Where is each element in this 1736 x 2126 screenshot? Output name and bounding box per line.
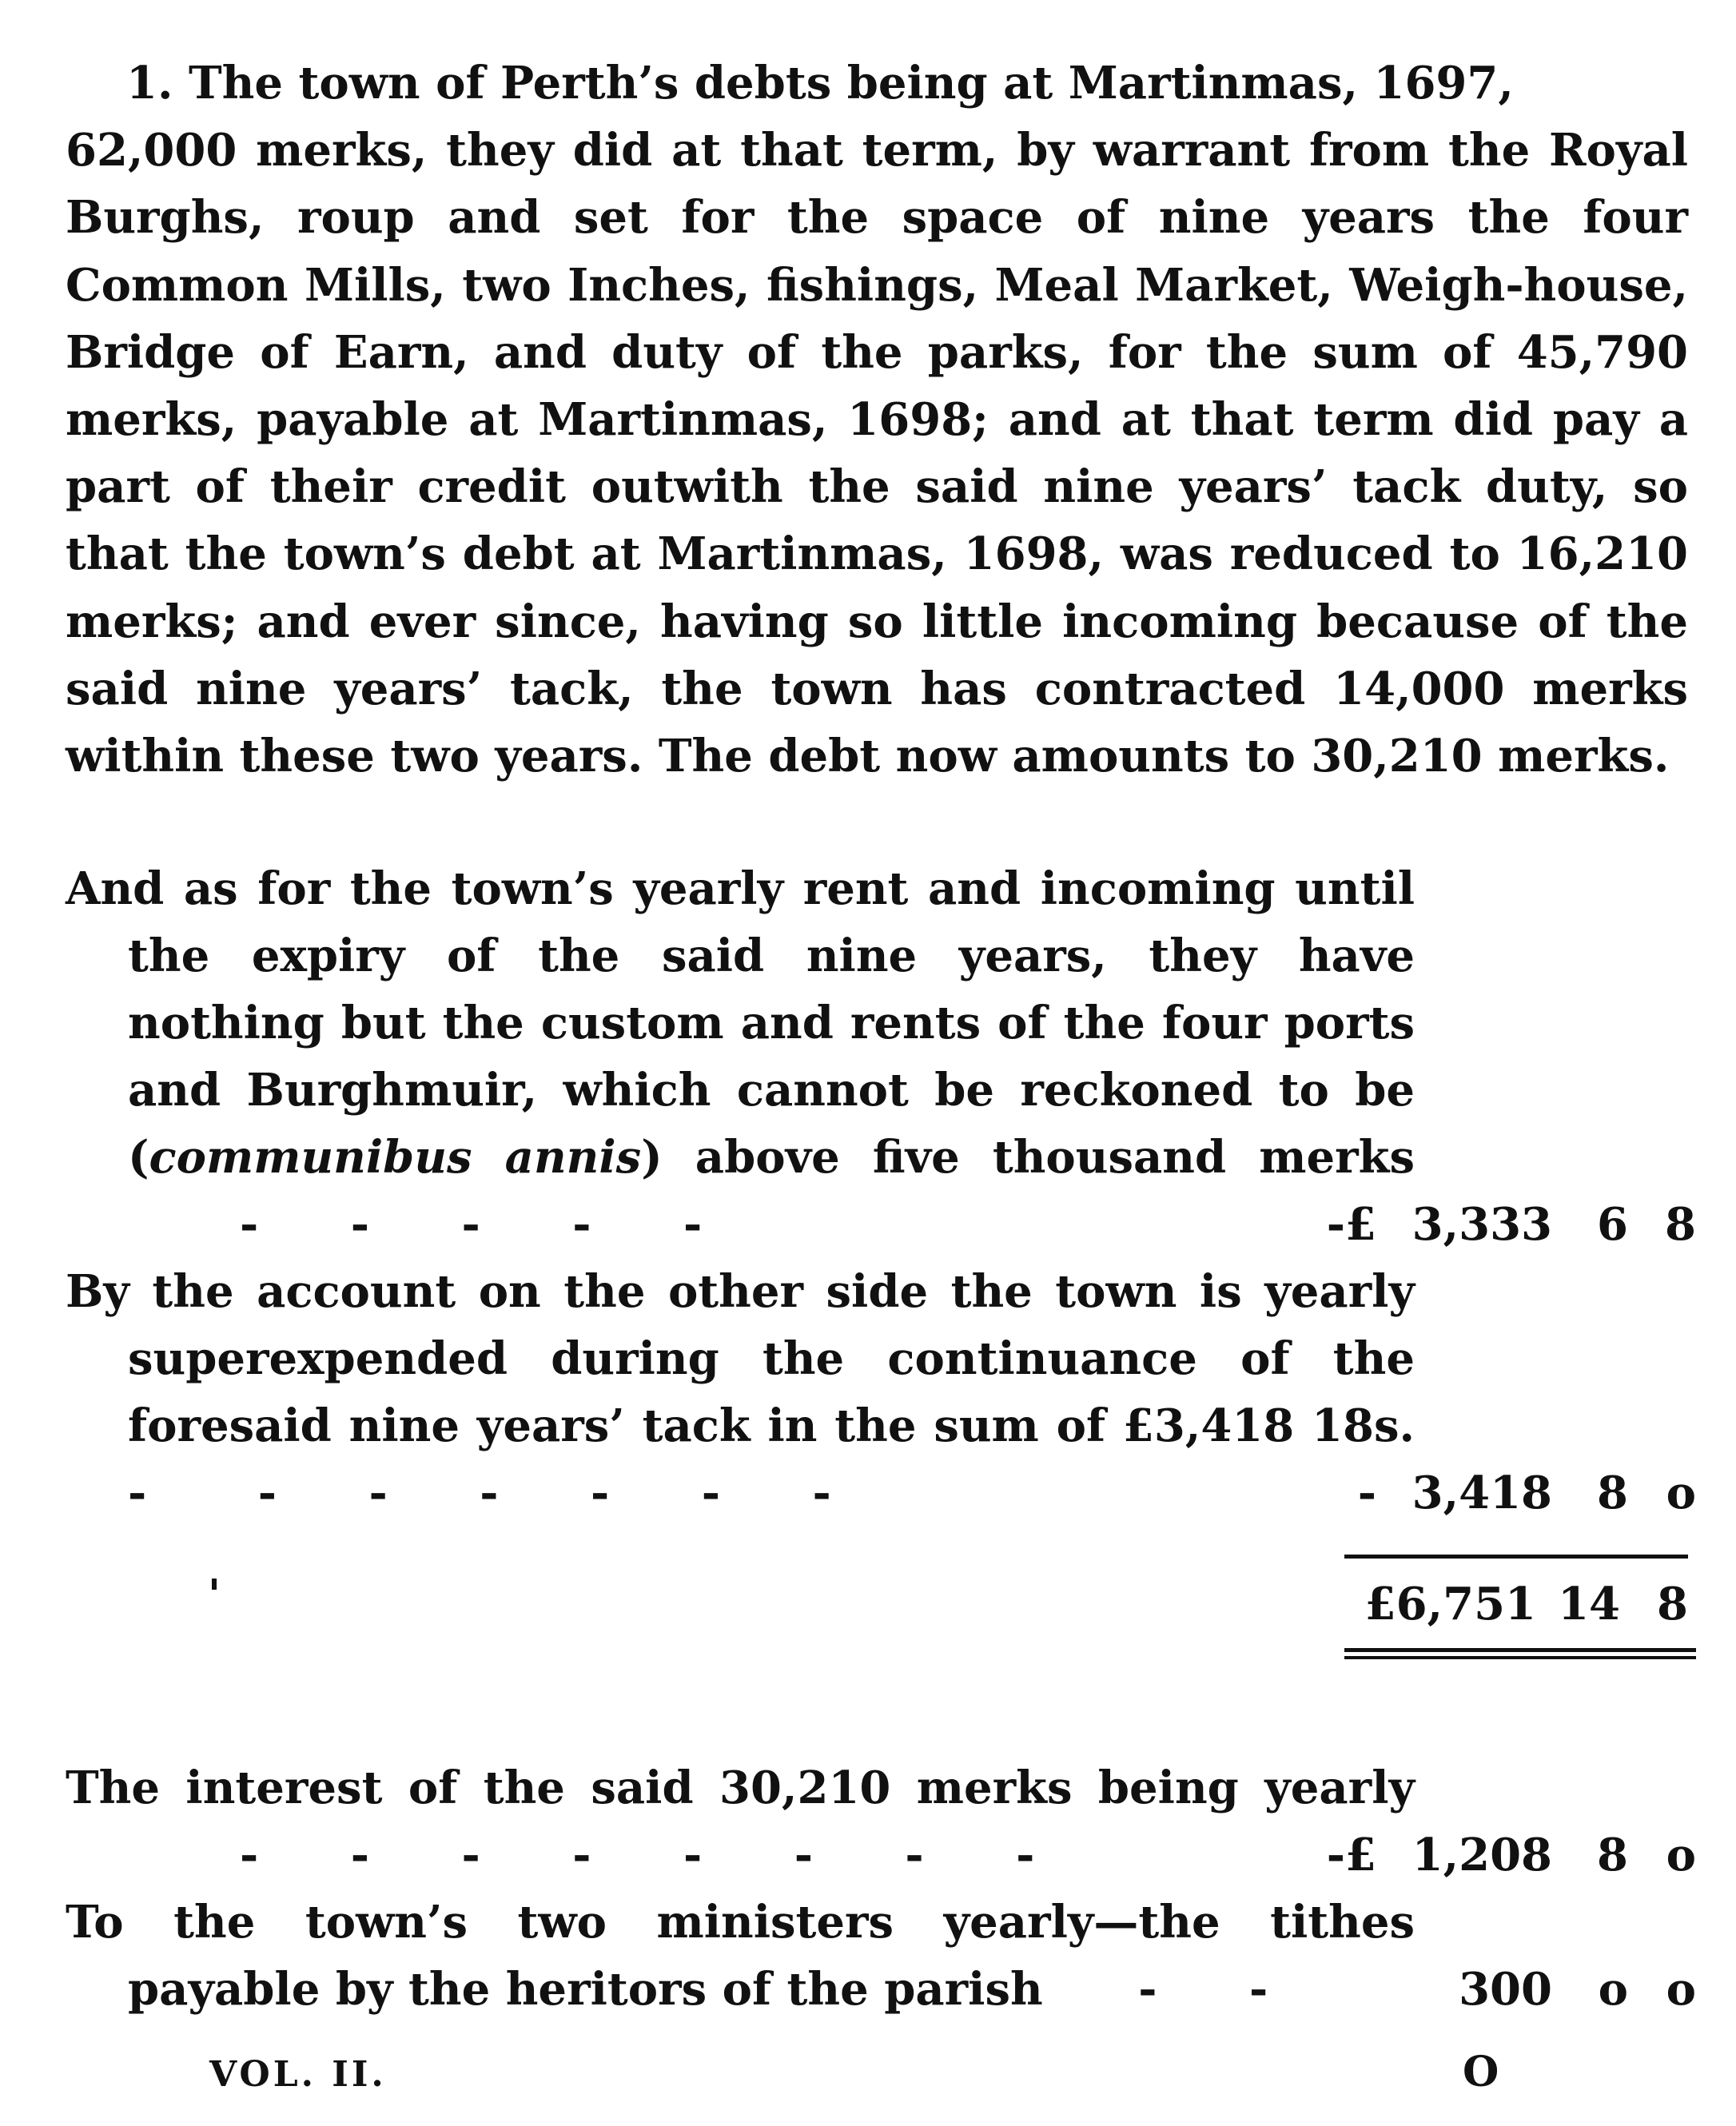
amount-prefix: -£ — [1326, 1198, 1376, 1251]
ledger-entry-interest — [66, 1754, 1696, 1889]
paragraph-line: town has contracted 14,000 merks within these two years. — [66, 662, 1689, 783]
amount-prefix: - — [1357, 1467, 1376, 1519]
total-shillings: 14 — [1558, 1578, 1620, 1630]
paragraph-line: nine years’ tack duty, so that the town’s debt at Martinmas, — [66, 460, 1689, 581]
leader-dots: - - - - - — [240, 1198, 741, 1251]
entry-text: By the account on the other side the town is yearly superexpended during the continuance of the foresaid nine years’ tack in the sum of £3,418 18s. - - - - - - - — [66, 1265, 1415, 1519]
entry-text: To the town’s two ministers yearly—the tithes payable by the heritors of the parish - - — [66, 1896, 1415, 2016]
entry-text: The interest of the said 30,210 merks being yearly - - - - - - - - — [66, 1762, 1415, 1881]
amount-pounds: 3,333 — [1411, 1198, 1552, 1251]
amount-prefix: -£ — [1326, 1829, 1376, 1881]
amount-pence: 8 — [1665, 1198, 1696, 1251]
stray-mark — [212, 1579, 217, 1590]
amount-pounds: 300 — [1459, 1963, 1552, 2016]
leader-dots: - - — [1138, 1963, 1307, 2016]
total-double-rule-top — [1344, 1648, 1696, 1652]
entry-amount — [1288, 1821, 1696, 1889]
amount-pence: o — [1666, 1467, 1696, 1519]
entry-amount — [1288, 1459, 1696, 1527]
amount-pounds: 3,418 — [1411, 1467, 1552, 1519]
paragraph-line: Weigh-house, Bridge of Earn, and duty of the parks, for the — [66, 258, 1688, 379]
leader-dots: - - - - - - - - — [240, 1829, 1073, 1881]
entry-amount — [1288, 1191, 1696, 1258]
total-pence: 8 — [1657, 1578, 1688, 1630]
ledger-entry-superexpended — [66, 1258, 1696, 1527]
amount-shillings: 8 — [1597, 1467, 1628, 1519]
amount-pence: o — [1666, 1963, 1696, 2016]
ledger-entry-rent — [66, 855, 1696, 1258]
paragraph-line: so little incoming because of the said nine years’ tack, the — [66, 595, 1688, 715]
entry-amount — [1288, 1956, 1696, 2023]
paragraph-line: 1698, was reduced to 16,210 merks; and ever since, having — [66, 528, 1689, 648]
total-double-rule-bottom — [1344, 1656, 1696, 1659]
amount-shillings: o — [1598, 1963, 1628, 2016]
paragraph-line: The debt now amounts to 30,210 merks. — [658, 730, 1670, 783]
paragraph-line: 1. The town of Perth’s debts being at Martinmas, 1697, — [126, 57, 1514, 109]
entry-text: And as for the town’s yearly rent and incoming until the expiry of the said nine years, they have nothing but the custom and rents of the four ports and Burghmuir, which cannot be reckoned to be (communibus annis) above five thousand merks - - - - - — [66, 862, 1415, 1251]
amount-shillings: 6 — [1597, 1198, 1628, 1251]
paragraph-line: that term did pay a part of their credit outwith the said — [66, 393, 1689, 514]
amount-pounds: 1,208 — [1411, 1829, 1552, 1881]
ledger-entry-ministers — [66, 1889, 1696, 2023]
paragraph-line: the Royal Burghs, roup and set for the space of nine years — [66, 124, 1689, 245]
ledger-block-expenses — [66, 1754, 1696, 2023]
amount-pence: o — [1666, 1829, 1696, 1881]
total-pounds: £6,751 — [1364, 1578, 1536, 1630]
ledger-total — [1336, 1571, 1688, 1638]
ledger-block-income — [66, 855, 1696, 1527]
volume-signature: VOL. II. — [209, 2054, 387, 2095]
opening-paragraph — [66, 50, 1688, 790]
paragraph-line: 62,000 merks, they did at that term, by warrant from — [66, 124, 1430, 177]
paragraph-line: sum of 45,790 merks, payable at Martinmas, 1698; and at — [66, 325, 1689, 447]
leader-dots: - - - - - - — [257, 1467, 870, 1519]
signature-mark: O — [1463, 2048, 1499, 2096]
sum-rule — [1344, 1555, 1688, 1559]
amount-shillings: 8 — [1597, 1829, 1628, 1881]
paragraph-line: the four Common Mills, two Inches, fishings, Meal Market, — [66, 191, 1688, 312]
